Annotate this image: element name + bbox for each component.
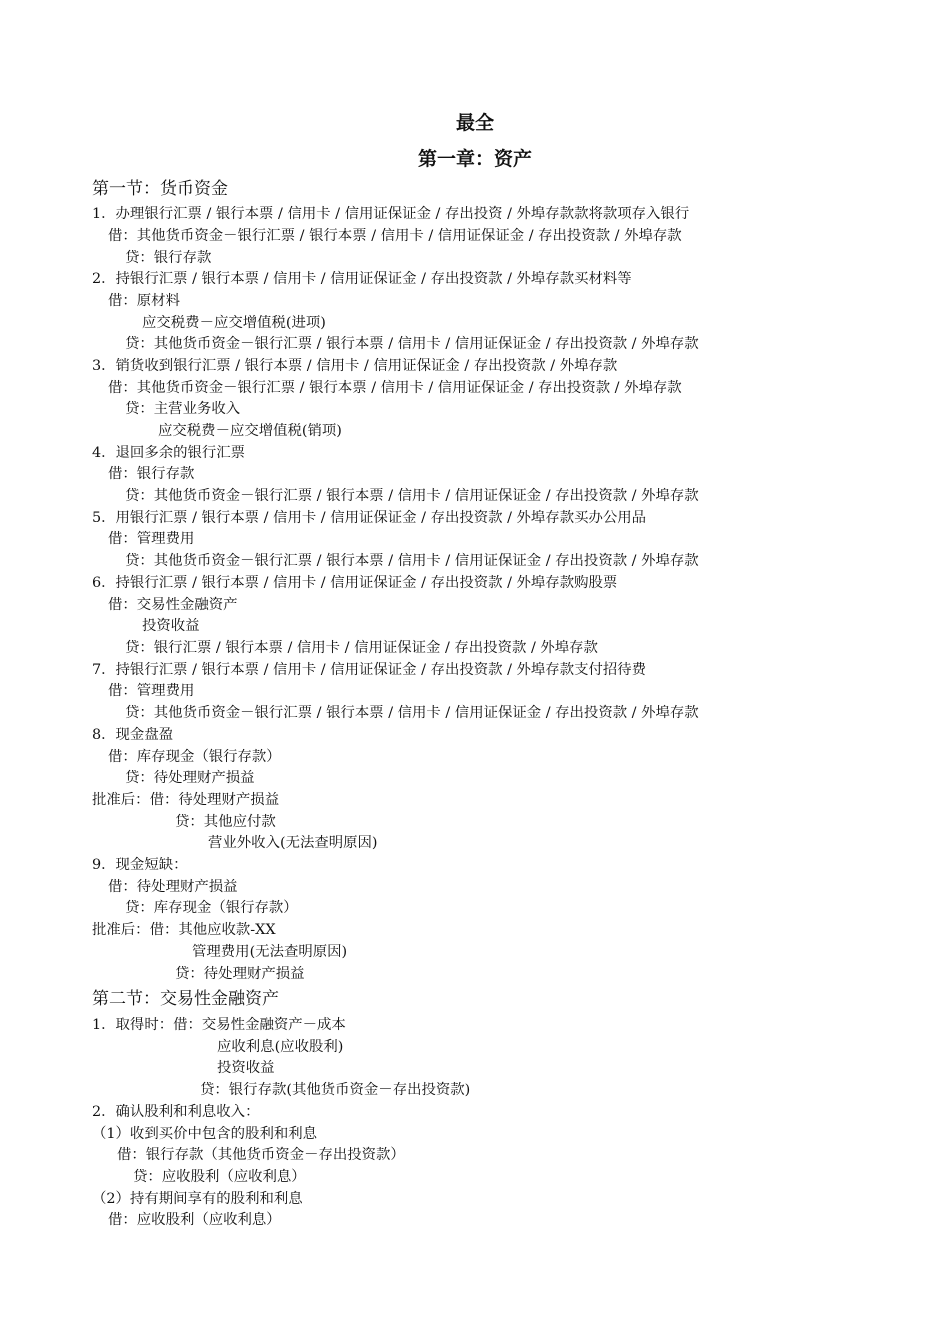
entry-line: 6．持银行汇票 / 银行本票 / 信用卡 / 信用证保证金 / 存出投资款 / 外埠存款购股票 bbox=[92, 575, 618, 591]
entry-line: 贷：库存现金（银行存款） bbox=[125, 900, 298, 916]
entry-line: 3．销货收到银行汇票 / 银行本票 / 信用卡 / 信用证保证金 / 存出投资款 / 外埠存款 bbox=[92, 358, 618, 374]
entry-line: 借：管理费用 bbox=[108, 683, 195, 699]
entry-line: 贷：银行存款(其他货币资金－存出投资款) bbox=[200, 1082, 471, 1098]
entry-line: 贷：其他货币资金－银行汇票 / 银行本票 / 信用卡 / 信用证保证金 / 存出投资款 / 外埠存款 bbox=[125, 488, 699, 504]
entry-line: 贷：其他货币资金－银行汇票 / 银行本票 / 信用卡 / 信用证保证金 / 存出投资款 / 外埠存款 bbox=[125, 336, 699, 352]
entry-line: 借：银行存款 bbox=[108, 466, 195, 482]
entry-line: 贷：待处理财产损益 bbox=[175, 966, 305, 982]
entry-line: 应收利息(应收股利) bbox=[217, 1039, 344, 1055]
entry-line: 2．持银行汇票 / 银行本票 / 信用卡 / 信用证保证金 / 存出投资款 / 外埠存款买材料等 bbox=[92, 271, 632, 287]
entry-line: 营业外收入(无法查明原因) bbox=[208, 835, 378, 851]
entry-line: （1）收到买价中包含的股利和利息 bbox=[92, 1126, 318, 1142]
section-heading: 第一节：货币资金 bbox=[92, 179, 228, 199]
entry-line: 借：交易性金融资产 bbox=[108, 597, 238, 613]
entry-line: 7．持银行汇票 / 银行本票 / 信用卡 / 信用证保证金 / 存出投资款 / 外埠存款支付招待费 bbox=[92, 662, 647, 678]
entry-line: 5．用银行汇票 / 银行本票 / 信用卡 / 信用证保证金 / 存出投资款 / 外埠存款买办公用品 bbox=[92, 510, 647, 526]
entry-line: 2．确认股利和利息收入： bbox=[92, 1104, 260, 1120]
entry-line: 贷：银行存款 bbox=[125, 250, 212, 266]
entry-line: 借：待处理财产损益 bbox=[108, 879, 238, 895]
entry-line: 8．现金盘盈 bbox=[92, 727, 174, 743]
entry-line: 贷：其他货币资金－银行汇票 / 银行本票 / 信用卡 / 信用证保证金 / 存出投资款 / 外埠存款 bbox=[125, 705, 699, 721]
entry-line: 借：原材料 bbox=[108, 293, 180, 309]
entry-line: 借：其他货币资金－银行汇票 / 银行本票 / 信用卡 / 信用证保证金 / 存出投资款 / 外埠存款 bbox=[108, 380, 682, 396]
entry-line: 1．取得时：借：交易性金融资产－成本 bbox=[92, 1017, 346, 1033]
entry-line: 应交税费－应交增值税(销项) bbox=[158, 423, 342, 439]
entry-line: 贷：其他货币资金－银行汇票 / 银行本票 / 信用卡 / 信用证保证金 / 存出投资款 / 外埠存款 bbox=[125, 553, 699, 569]
entry-line: 贷：待处理财产损益 bbox=[125, 770, 255, 786]
entry-line: （2）持有期间享有的股利和利息 bbox=[92, 1191, 303, 1207]
section-heading: 第二节：交易性金融资产 bbox=[92, 989, 279, 1009]
entry-line: 应交税费－应交增值税(进项) bbox=[142, 315, 326, 331]
chapter-title: 第一章：资产 bbox=[417, 148, 532, 170]
doc-title: 最全 bbox=[455, 112, 494, 134]
entry-line: 借：应收股利（应收利息） bbox=[108, 1212, 281, 1228]
entry-line: 贷：主营业务收入 bbox=[125, 401, 241, 417]
entry-line: 投资收益 bbox=[142, 618, 200, 634]
entry-line: 9．现金短缺： bbox=[92, 857, 188, 873]
entry-line: 借：管理费用 bbox=[108, 531, 195, 547]
entry-line: 贷：其他应付款 bbox=[175, 814, 276, 830]
entry-line: 管理费用(无法查明原因) bbox=[192, 944, 348, 960]
entry-line: 贷：银行汇票 / 银行本票 / 信用卡 / 信用证保证金 / 存出投资款 / 外埠存款 bbox=[125, 640, 598, 656]
entry-line: 批准后：借：待处理财产损益 bbox=[92, 792, 280, 808]
entry-line: 借：银行存款（其他货币资金－存出投资款） bbox=[117, 1147, 405, 1163]
entry-line: 1．办理银行汇票 / 银行本票 / 信用卡 / 信用证保证金 / 存出投资 / 外埠存款款将款项存入银行 bbox=[92, 206, 690, 222]
entry-line: 4．退回多余的银行汇票 bbox=[92, 445, 246, 461]
entry-line: 借：库存现金（银行存款） bbox=[108, 749, 281, 765]
entry-line: 借：其他货币资金－银行汇票 / 银行本票 / 信用卡 / 信用证保证金 / 存出投资款 / 外埠存款 bbox=[108, 228, 682, 244]
entry-line: 投资收益 bbox=[217, 1060, 275, 1076]
entry-line: 批准后：借：其他应收款-XX bbox=[92, 922, 276, 938]
entry-line: 贷：应收股利（应收利息） bbox=[133, 1169, 306, 1185]
